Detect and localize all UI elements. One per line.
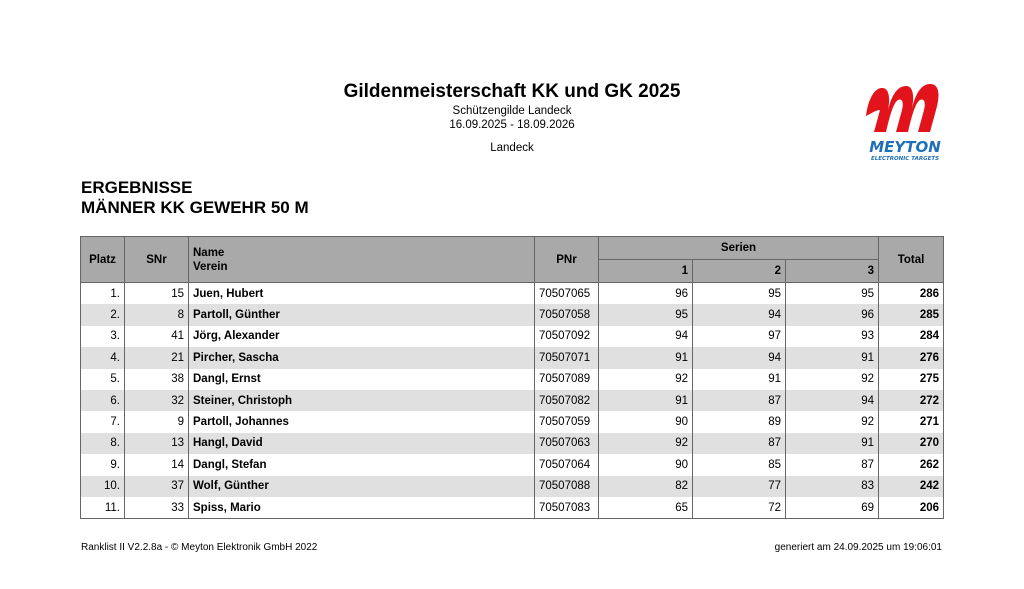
total-cell: 276 xyxy=(879,347,944,368)
meyton-logo xyxy=(860,80,950,162)
section-line-1: ERGEBNISSE xyxy=(81,178,193,197)
snr-cell: 41 xyxy=(125,326,189,347)
serie-1-cell: 65 xyxy=(599,497,693,519)
serie-1-cell: 94 xyxy=(599,326,693,347)
pnr-cell: 70507083 xyxy=(535,497,599,519)
table-row xyxy=(81,390,944,411)
snr-cell: 38 xyxy=(125,369,189,390)
name-cell: Steiner, Christoph xyxy=(189,390,535,411)
name-cell: Juen, Hubert xyxy=(189,283,535,305)
table-row xyxy=(81,304,944,325)
total-cell: 206 xyxy=(879,497,944,519)
platz-cell: 1. xyxy=(81,283,125,305)
pnr-cell: 70507092 xyxy=(535,326,599,347)
snr-cell: 33 xyxy=(125,497,189,519)
serie-1-cell: 90 xyxy=(599,454,693,475)
header-serien: Serien xyxy=(599,237,879,260)
serie-3-cell: 92 xyxy=(786,369,879,390)
header-total: Total xyxy=(879,237,944,283)
table-row xyxy=(81,497,944,519)
table-row xyxy=(81,326,944,347)
snr-cell: 14 xyxy=(125,454,189,475)
total-cell: 275 xyxy=(879,369,944,390)
pnr-cell: 70507058 xyxy=(535,304,599,325)
snr-cell: 15 xyxy=(125,283,189,305)
serie-1-cell: 91 xyxy=(599,347,693,368)
serie-3-cell: 83 xyxy=(786,476,879,497)
table-row xyxy=(81,433,944,454)
pnr-cell: 70507065 xyxy=(535,283,599,305)
snr-cell: 9 xyxy=(125,411,189,432)
name-cell: Hangl, David xyxy=(189,433,535,454)
serie-1-cell: 92 xyxy=(599,369,693,390)
table-row xyxy=(81,347,944,368)
section-line-2: MÄNNER KK GEWEHR 50 M xyxy=(81,198,309,217)
header-snr: SNr xyxy=(125,237,189,283)
snr-cell: 13 xyxy=(125,433,189,454)
serie-1-cell: 95 xyxy=(599,304,693,325)
name-cell: Dangl, Stefan xyxy=(189,454,535,475)
footer-generated: generiert am 24.09.2025 um 19:06:01 xyxy=(774,542,942,553)
name-cell: Wolf, Günther xyxy=(189,476,535,497)
platz-cell: 7. xyxy=(81,411,125,432)
pnr-cell: 70507082 xyxy=(535,390,599,411)
serie-2-cell: 94 xyxy=(693,304,786,325)
section-title xyxy=(81,178,309,218)
name-cell: Dangl, Ernst xyxy=(189,369,535,390)
serie-2-cell: 87 xyxy=(693,433,786,454)
report-title: Gildenmeisterschaft KK und GK 2025 xyxy=(343,81,681,102)
serie-3-cell: 93 xyxy=(786,326,879,347)
snr-cell: 8 xyxy=(125,304,189,325)
header-name: Name xyxy=(193,246,225,259)
pnr-cell: 70507071 xyxy=(535,347,599,368)
header-platz: Platz xyxy=(81,237,125,283)
total-cell: 262 xyxy=(879,454,944,475)
table-row xyxy=(81,476,944,497)
table-row xyxy=(81,454,944,475)
total-cell: 285 xyxy=(879,304,944,325)
header-verein: Verein xyxy=(193,260,228,273)
serie-3-cell: 87 xyxy=(786,454,879,475)
name-cell: Partoll, Günther xyxy=(189,304,535,325)
name-cell: Jörg, Alexander xyxy=(189,326,535,347)
header-serie-3: 3 xyxy=(786,260,879,283)
serie-2-cell: 97 xyxy=(693,326,786,347)
header-serie-2: 2 xyxy=(693,260,786,283)
serie-2-cell: 77 xyxy=(693,476,786,497)
platz-cell: 5. xyxy=(81,369,125,390)
platz-cell: 8. xyxy=(81,433,125,454)
serie-3-cell: 91 xyxy=(786,347,879,368)
header-name-verein xyxy=(189,237,535,283)
total-cell: 270 xyxy=(879,433,944,454)
pnr-cell: 70507088 xyxy=(535,476,599,497)
platz-cell: 2. xyxy=(81,304,125,325)
results-table xyxy=(80,236,944,519)
header-pnr: PNr xyxy=(535,237,599,283)
serie-3-cell: 95 xyxy=(786,283,879,305)
svg-text:MEYTON: MEYTON xyxy=(869,138,941,156)
pnr-cell: 70507059 xyxy=(535,411,599,432)
header-serie-1: 1 xyxy=(599,260,693,283)
name-cell: Spiss, Mario xyxy=(189,497,535,519)
table-row xyxy=(81,411,944,432)
serie-3-cell: 92 xyxy=(786,411,879,432)
serie-2-cell: 94 xyxy=(693,347,786,368)
serie-2-cell: 95 xyxy=(693,283,786,305)
serie-3-cell: 96 xyxy=(786,304,879,325)
table-row xyxy=(81,369,944,390)
serie-1-cell: 90 xyxy=(599,411,693,432)
snr-cell: 21 xyxy=(125,347,189,368)
platz-cell: 4. xyxy=(81,347,125,368)
pnr-cell: 70507064 xyxy=(535,454,599,475)
serie-2-cell: 89 xyxy=(693,411,786,432)
name-cell: Partoll, Johannes xyxy=(189,411,535,432)
report-header xyxy=(262,80,762,155)
total-cell: 286 xyxy=(879,283,944,305)
serie-2-cell: 85 xyxy=(693,454,786,475)
serie-3-cell: 91 xyxy=(786,433,879,454)
location: Landeck xyxy=(490,142,534,154)
platz-cell: 11. xyxy=(81,497,125,519)
pnr-cell: 70507089 xyxy=(535,369,599,390)
total-cell: 242 xyxy=(879,476,944,497)
platz-cell: 6. xyxy=(81,390,125,411)
footer-copyright: Ranklist II V2.2.8a - © Meyton Elektronik GmbH 2022 xyxy=(81,542,318,553)
snr-cell: 32 xyxy=(125,390,189,411)
date-range: 16.09.2025 - 18.09.2026 xyxy=(449,119,575,131)
serie-1-cell: 91 xyxy=(599,390,693,411)
svg-text:ELECTRONIC TARGETS: ELECTRONIC TARGETS xyxy=(870,156,940,162)
serie-1-cell: 82 xyxy=(599,476,693,497)
table-row xyxy=(81,283,944,305)
total-cell: 272 xyxy=(879,390,944,411)
serie-2-cell: 72 xyxy=(693,497,786,519)
serie-1-cell: 96 xyxy=(599,283,693,305)
snr-cell: 37 xyxy=(125,476,189,497)
platz-cell: 3. xyxy=(81,326,125,347)
serie-2-cell: 87 xyxy=(693,390,786,411)
serie-3-cell: 69 xyxy=(786,497,879,519)
club-name: Schützengilde Landeck xyxy=(452,105,572,117)
name-cell: Pircher, Sascha xyxy=(189,347,535,368)
serie-2-cell: 91 xyxy=(693,369,786,390)
serie-3-cell: 94 xyxy=(786,390,879,411)
serie-1-cell: 92 xyxy=(599,433,693,454)
pnr-cell: 70507063 xyxy=(535,433,599,454)
total-cell: 271 xyxy=(879,411,944,432)
platz-cell: 9. xyxy=(81,454,125,475)
total-cell: 284 xyxy=(879,326,944,347)
platz-cell: 10. xyxy=(81,476,125,497)
